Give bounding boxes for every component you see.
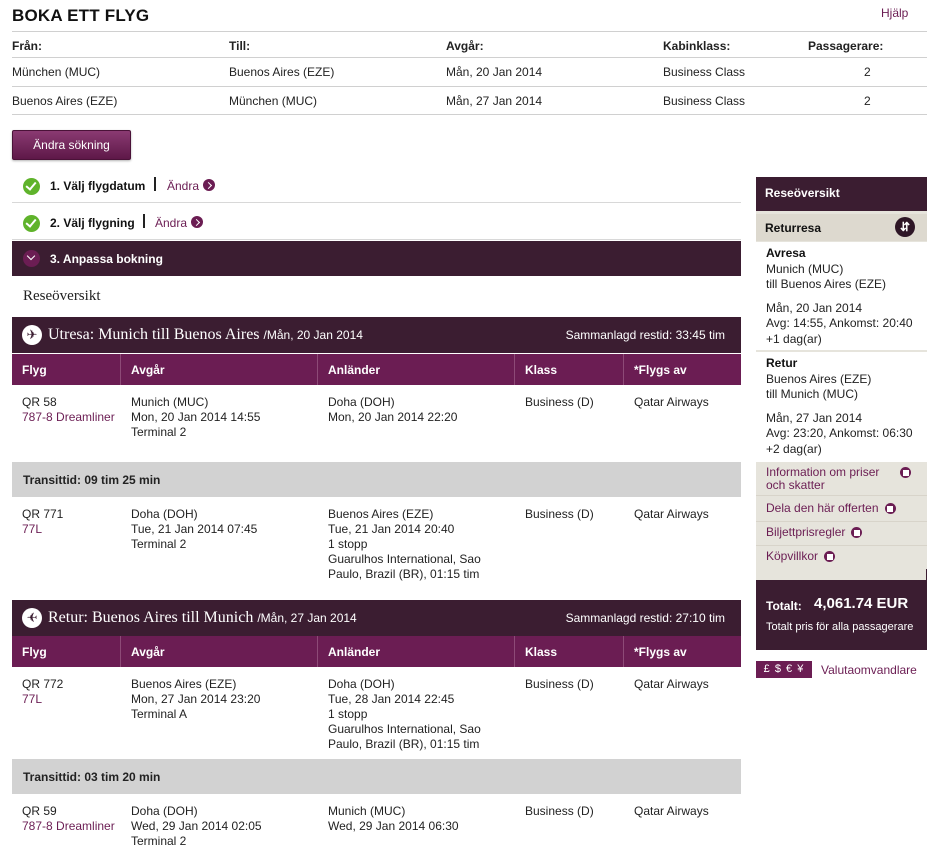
search-from: München (MUC) (12, 65, 101, 79)
currency-icon[interactable]: £ $ € ¥ (756, 661, 812, 678)
step-label: 3. Anpassa bokning (50, 252, 163, 266)
depart-airport: Munich (MUC) (131, 395, 209, 409)
depart-airport: Doha (DOH) (131, 804, 198, 818)
step-label: 2. Välj flygning (50, 216, 135, 230)
sidebar-return (756, 352, 927, 463)
col-flight: Flyg (22, 645, 47, 659)
total-box (756, 569, 927, 650)
page-title: BOKA ETT FLYG (12, 6, 150, 25)
sidebar-outbound-times: Avg: 14:55, Ankomst: 20:40 (766, 316, 913, 330)
sidebar-outbound-label: Avresa (766, 246, 806, 260)
sidebar-outbound (756, 242, 927, 351)
arrow-right-icon[interactable] (191, 216, 203, 228)
sidebar-return-date: Mån, 27 Jan 2014 (766, 410, 863, 425)
arrive-airport: Doha (DOH) (328, 395, 395, 409)
share-offer-link[interactable] (766, 502, 896, 515)
col-operator: *Flygs av (634, 363, 687, 377)
search-date: Mån, 20 Jan 2014 (446, 65, 543, 79)
transit-bar (12, 462, 741, 497)
search-passengers: 2 (864, 65, 871, 79)
stop-location: Paulo, Brazil (BR), 01:15 tim (328, 567, 480, 581)
step-customize-booking[interactable] (12, 241, 741, 276)
aircraft-link[interactable]: 77L (22, 522, 43, 536)
flight-columns-header (12, 636, 741, 667)
trip-date: /Mån, 27 Jan 2014 (257, 611, 357, 625)
operator: Qatar Airways (634, 677, 709, 691)
search-to: München (MUC) (229, 94, 318, 108)
stops: 1 stopp (328, 537, 368, 551)
currency-converter-link[interactable]: Valutaomvandlare (821, 663, 917, 677)
col-passengers: Passagerare: (808, 39, 884, 53)
flight-columns-header (12, 354, 741, 385)
transit-bar (12, 759, 741, 794)
fare-rules-link[interactable] (766, 526, 862, 539)
search-to: Buenos Aires (EZE) (229, 65, 335, 79)
sidebar-return-extra: +2 dag(ar) (766, 441, 822, 456)
info-icon (900, 467, 911, 478)
col-from: Från: (12, 39, 42, 53)
col-flight: Flyg (22, 363, 47, 377)
link-label: Dela den här offerten (766, 501, 879, 515)
col-arrive: Anländer (328, 363, 381, 377)
step-select-flight (12, 204, 741, 240)
depart-time: Mon, 27 Jan 2014 23:20 (131, 692, 261, 706)
col-depart: Avgår (131, 363, 165, 377)
search-header-row (12, 31, 927, 59)
aircraft-link[interactable]: 787-8 Dreamliner (22, 819, 115, 833)
search-row (12, 57, 927, 85)
operator: Qatar Airways (634, 507, 709, 521)
swap-icon[interactable]: ⇵ (895, 217, 915, 237)
divider (143, 214, 145, 228)
depart-terminal: Terminal 2 (131, 537, 187, 551)
divider (154, 177, 156, 191)
sidebar-outbound-date: Mån, 20 Jan 2014 (766, 300, 863, 315)
info-icon (824, 551, 835, 562)
depart-airport: Buenos Aires (EZE) (131, 677, 237, 691)
link-label: Information om priser (766, 465, 880, 479)
depart-time: Wed, 29 Jan 2014 02:05 (131, 819, 262, 833)
change-flight-link[interactable]: Ändra (155, 216, 188, 230)
operator: Qatar Airways (634, 804, 709, 818)
trip-summary-sidebar (756, 177, 927, 650)
sidebar-return-times: Avg: 23:20, Ankomst: 06:30 (766, 426, 913, 440)
link-label: och skatter (766, 477, 825, 492)
info-icon (851, 527, 862, 538)
total-note: Totalt pris för alla passagerare (766, 621, 914, 633)
return-title (48, 609, 357, 627)
plane-icon: ✈ (22, 325, 42, 345)
transit-time: Transittid: 03 tim 20 min (23, 770, 161, 784)
depart-airport: Doha (DOH) (131, 507, 198, 521)
flight-number: QR 771 (22, 507, 64, 521)
col-depart: Avgår: (446, 39, 484, 53)
cabin-class: Business (D) (525, 677, 594, 691)
col-class: Klass (525, 645, 558, 659)
arrive-airport: Munich (MUC) (328, 804, 406, 818)
operator: Qatar Airways (634, 395, 709, 409)
sidebar-return-to: till Munich (MUC) (766, 387, 859, 401)
cabin-class: Business (D) (525, 395, 594, 409)
search-cabin: Business Class (663, 94, 746, 108)
arrive-time: Tue, 21 Jan 2014 20:40 (328, 522, 455, 536)
stops: 1 stopp (328, 707, 368, 721)
search-date: Mån, 27 Jan 2014 (446, 94, 543, 108)
search-passengers: 2 (864, 94, 871, 108)
col-cabin: Kabinklass: (663, 39, 731, 53)
change-search-button[interactable]: Ändra sökning (12, 130, 131, 160)
price-info-link[interactable] (766, 466, 911, 491)
depart-terminal: Terminal 2 (131, 834, 187, 848)
stop-location: Guarulhos International, Sao (328, 722, 481, 736)
step-select-date (12, 167, 741, 203)
depart-time: Mon, 20 Jan 2014 14:55 (131, 410, 261, 424)
arrive-time: Wed, 29 Jan 2014 06:30 (328, 819, 459, 833)
step-label: 1. Välj flygdatum (50, 179, 146, 193)
info-icon (885, 503, 896, 514)
arrive-airport: Doha (DOH) (328, 677, 395, 691)
stop-location: Paulo, Brazil (BR), 01:15 tim (328, 737, 480, 751)
check-icon (23, 178, 40, 195)
col-to: Till: (229, 39, 251, 53)
trip-route: Retur: Buenos Aires till Munich (48, 609, 254, 626)
arrow-right-icon[interactable] (203, 179, 215, 191)
sidebar-title: Reseöversikt (756, 177, 927, 211)
cabin-class: Business (D) (525, 804, 594, 818)
overview-title: Reseöversikt (23, 288, 101, 304)
search-from: Buenos Aires (EZE) (12, 94, 118, 108)
trip-date: /Mån, 20 Jan 2014 (263, 328, 363, 342)
link-label: Biljettprisregler (766, 525, 846, 539)
cabin-class: Business (D) (525, 507, 594, 521)
sidebar-return-from: Buenos Aires (EZE) (766, 371, 872, 386)
stop-location: Guarulhos International, Sao (328, 552, 481, 566)
outbound-title (48, 326, 363, 344)
col-class: Klass (525, 363, 558, 377)
col-operator: *Flygs av (634, 645, 687, 659)
flight-number: QR 58 (22, 395, 57, 409)
trip-type: Returresa (756, 214, 927, 241)
plane-icon: ✈ (22, 608, 42, 628)
link-label: Köpvillkor (766, 549, 819, 563)
arrive-time: Tue, 28 Jan 2014 22:45 (328, 692, 455, 706)
sidebar-outbound-extra: +1 dag(ar) (766, 331, 822, 346)
depart-terminal: Terminal 2 (131, 425, 187, 439)
check-icon (23, 215, 40, 232)
total-price: 4,061.74 EUR (814, 595, 909, 612)
sidebar-outbound-from: Munich (MUC) (766, 261, 844, 276)
outbound-header (12, 317, 741, 353)
trip-total-time: Sammanlagd restid: 27:10 tim (565, 611, 725, 625)
depart-terminal: Terminal A (131, 707, 188, 721)
col-arrive: Anländer (328, 645, 381, 659)
arrive-airport: Buenos Aires (EZE) (328, 507, 434, 521)
sidebar-outbound-to: till Buenos Aires (EZE) (766, 277, 887, 291)
arrive-time: Mon, 20 Jan 2014 22:20 (328, 410, 458, 424)
help-link[interactable]: Hjälp (881, 6, 909, 20)
depart-time: Tue, 21 Jan 2014 07:45 (131, 522, 258, 536)
trip-route: Utresa: Munich till Buenos Aires (48, 326, 260, 343)
transit-time: Transittid: 09 tim 25 min (23, 473, 161, 487)
search-cabin: Business Class (663, 65, 746, 79)
aircraft-link[interactable]: 77L (22, 692, 43, 706)
col-depart: Avgår (131, 645, 165, 659)
chevron-down-icon (23, 250, 40, 267)
purchase-terms-link[interactable] (766, 550, 835, 563)
trip-total-time: Sammanlagd restid: 33:45 tim (565, 328, 725, 342)
flight-number: QR 59 (22, 804, 57, 818)
aircraft-link[interactable]: 787-8 Dreamliner (22, 410, 115, 424)
return-header (12, 600, 741, 636)
total-label: Totalt: (766, 599, 802, 613)
flight-number: QR 772 (22, 677, 64, 691)
sidebar-return-label: Retur (766, 356, 798, 370)
search-row (12, 86, 927, 115)
change-date-link[interactable]: Ändra (167, 179, 200, 193)
